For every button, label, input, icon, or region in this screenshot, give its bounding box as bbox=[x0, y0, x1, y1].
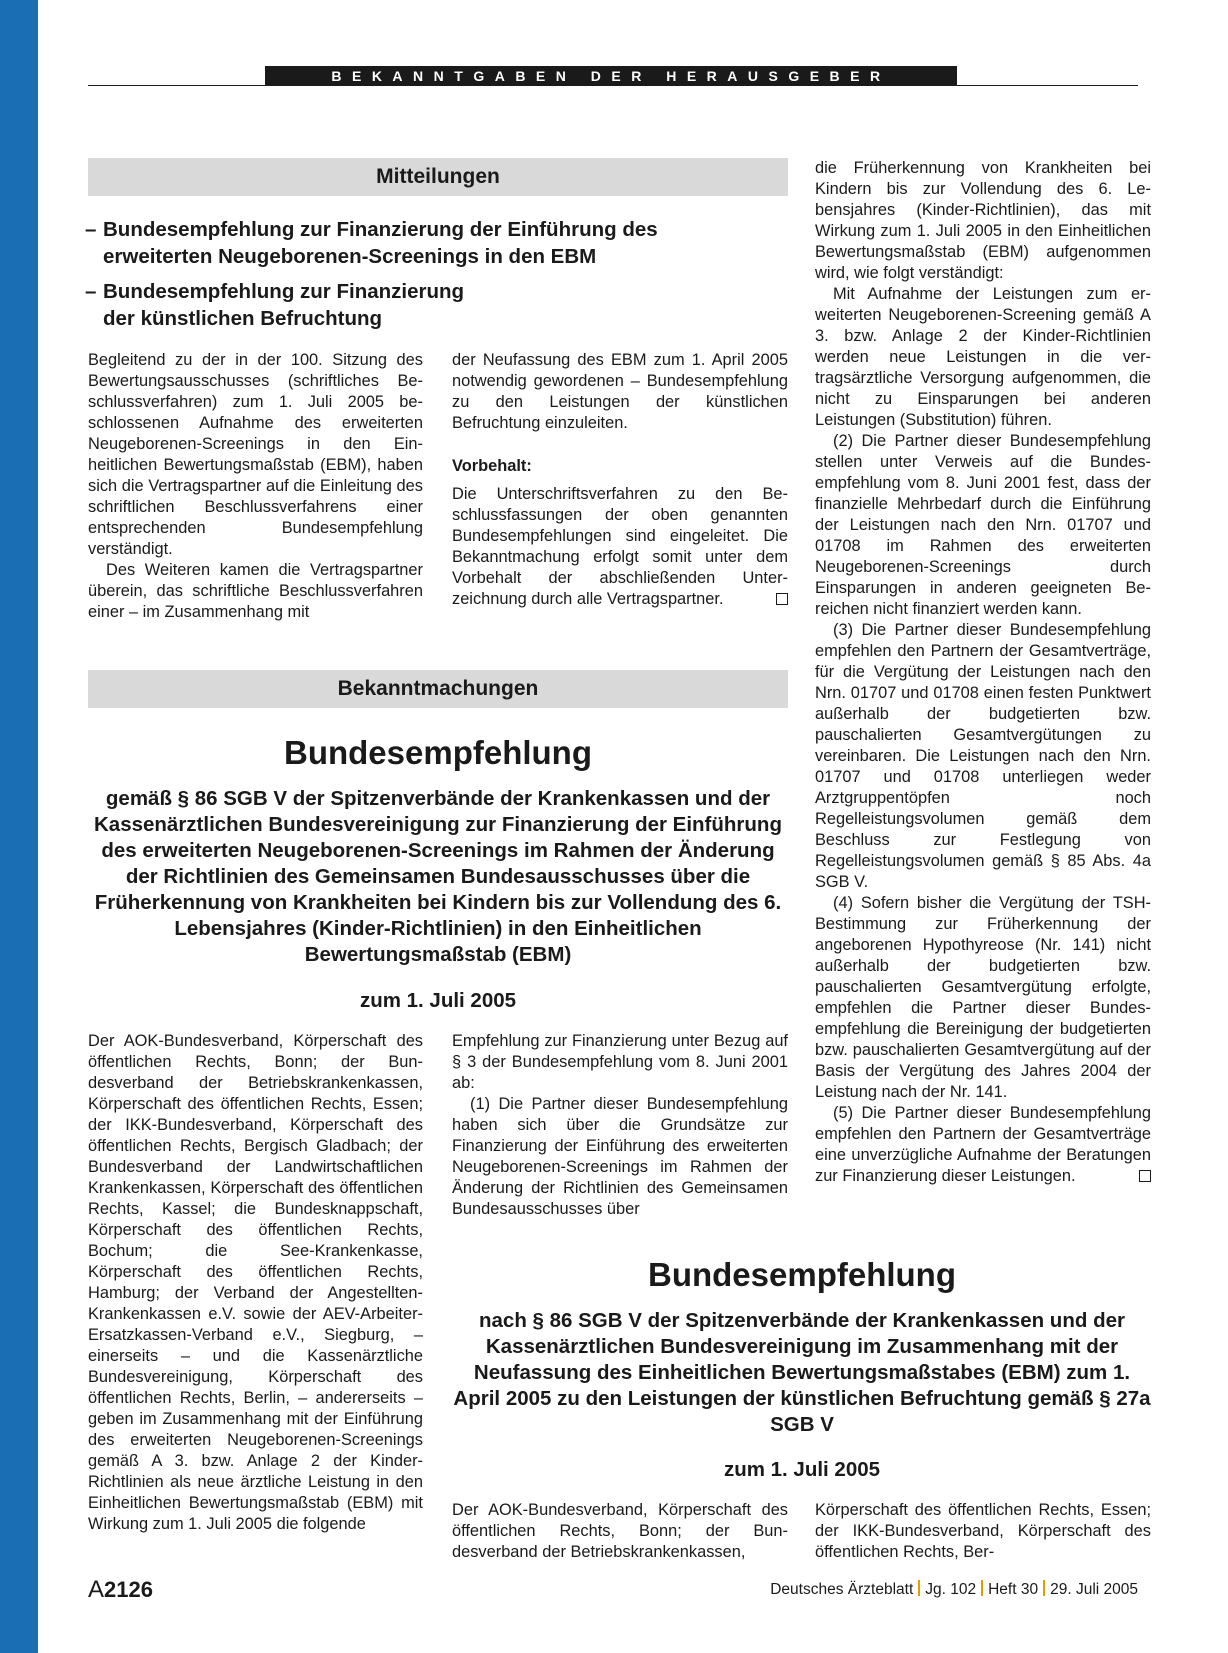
header-rule bbox=[88, 85, 1138, 86]
journal-volume: Jg. 102 bbox=[925, 1581, 977, 1598]
vorbehalt-heading: Vorbehalt: bbox=[452, 457, 532, 475]
empfehlung2-subtitle: nach § 86 SGB V der Spitzenverbände der Krankenkassen und der Kassenärztlichen Bundesvereinigung im Zusammenhang mit der Neufassung des Einheitlichen Bewertungsmaßstabes (EBM) zum 1. April 2005 zu den Leistungen der künstlichen Befruchtung gemäß § 27a SGB V bbox=[453, 1309, 1151, 1436]
mitteilungen-paragraph bbox=[452, 484, 788, 610]
empfehlung1-paragraph: die Früherkennung von Krankheiten bei Kindern bis zur Vollendung des 6. Lebensjahres (Kinder-Richtlinien), das mit Wirkung zum 1. Juli 2005 in den Einheitlichen Bewertungsmaßstab (EBM) aufgenommen wird, wie folgt verständigt: bbox=[815, 159, 1151, 282]
empfehlung1-col-1 bbox=[88, 1031, 423, 1535]
empfehlung1-paragraph: (2) Die Partner dieser Bundesempfehlung stellen unter Verweis auf die Bundesempfehlung vom 8. Juni 2001 fest, dass der finanzielle Mehrbedarf durch die Einführung der Leistungen nach den Nrn. 01707 und 01708 im Rahmen des erweiterten Neugeborenen-Screenings durch Einsparungen in anderen geeigneten Bereichen nicht finanziert werden kann. bbox=[815, 432, 1151, 618]
page-letter: A bbox=[88, 1576, 105, 1603]
empfehlung2-col-1 bbox=[452, 1500, 788, 1563]
empfehlung1-paragraph: Mit Aufnahme der Leistungen zum erweiterten Neugeborenen-Screening gemäß A 3. bzw. Anlage 2 der Kinder-Richtlinien werden neue Leistungen in die vertragsärztliche Versorgung aufgenommen, die nicht zu Einsparungen bei anderen Leistungen (Substitution) führen. bbox=[815, 285, 1151, 429]
empfehlung1-final-text: (5) Die Partner dieser Bundesempfehlung empfehlen den Partnern der Gesamtverträge eine unverzügliche Aufnahme der Beratungen zur Finanzierung dieser Leistungen. bbox=[815, 1104, 1151, 1185]
section-header-band: BEKANNTGABEN DER HERAUSGEBER bbox=[265, 66, 957, 86]
mitteilungen-paragraph: der Neufassung des EBM zum 1. April 2005 notwendig gewordenen – Bundesempfehlung zu den Leistungen der künstlichen Befruchtung einzuleiten. bbox=[452, 351, 788, 432]
bekanntmachungen-label: Bekanntmachungen bbox=[337, 677, 539, 700]
mitteilungen-list bbox=[88, 216, 778, 340]
footer-separator bbox=[981, 1580, 983, 1596]
end-of-article-icon bbox=[1139, 1170, 1151, 1182]
page-number-value: 2126 bbox=[104, 1577, 153, 1602]
footer-separator bbox=[1043, 1580, 1045, 1596]
empfehlung2-paragraph: Körperschaft des öffentlichen Rechts, Essen; der IKK-Bundesverband, Körperschaft des öffentlichen Rechts, Ber- bbox=[815, 1501, 1151, 1561]
empfehlung1-paragraph bbox=[815, 1103, 1151, 1187]
mitteilungen-paragraph: Begleitend zu der in der 100. Sitzung des Bewertungsausschusses (schriftliches Beschlussverfahren) zum 1. Juli 2005 beschlossenen Aufnahme des erweiterten Neugeborenen-Screenings in den Einheitlichen Bewertungsmaßstab (EBM), haben sich die Vertragspartner auf die Einleitung des schriftlichen Beschlussverfahrens einer entsprechenden Bundesempfehlung verständigt. bbox=[88, 351, 423, 558]
mitteilungen-section-bar bbox=[88, 158, 788, 196]
side-color-bar bbox=[0, 0, 38, 1653]
empfehlung2-col-2 bbox=[815, 1500, 1151, 1563]
journal-date: 29. Juli 2005 bbox=[1050, 1581, 1138, 1598]
empfehlung2-title: Bundesempfehlung bbox=[647, 1256, 956, 1293]
mitteilungen-paragraph: Des Weiteren kamen die Vertragspartner überein, das schriftliche Beschlussverfahren einer – im Zusammenhang mit bbox=[88, 561, 423, 621]
empfehlung2-paragraph: Der AOK-Bundesverband, Körperschaft des öffentlichen Rechts, Bonn; der Bundesverband der Betriebskrankenkassen, bbox=[452, 1501, 788, 1561]
page-number bbox=[88, 1576, 153, 1604]
empfehlung1-col-3 bbox=[815, 158, 1151, 1187]
empfehlung1-title: Bundesempfehlung bbox=[283, 734, 592, 771]
empfehlung1-paragraph: (3) Die Partner dieser Bundesempfehlung empfehlen den Partnern der Gesamtverträge, für die Vergütung der Leistungen nach den Nrn. 01707 und 01708 einen festen Punktwert außerhalb der budgetierten bzw. pauschalierten Gesamtvergütungen zu vereinbaren. Die Leistungen nach den Nrn. 01707 und 01708 unterliegen weder Arztgruppentöpfen noch Regelleistungsvolumen gemäß dem Beschluss zur Festlegung von Regelleistungsvolumen gemäß § 85 Abs. 4a SGB V. bbox=[815, 621, 1151, 891]
journal-issue: Heft 30 bbox=[988, 1581, 1039, 1598]
empfehlung1-paragraph: Der AOK-Bundesverband, Körperschaft des öffentlichen Rechts, Bonn; der Bundesverband der Betriebskrankenkassen, Körperschaft des öffentlichen Rechts, Essen; der IKK-Bundesverband, Körperschaft des öffentlichen Rechts, Bergisch Gladbach; der Bundesverband der Landwirtschaftlichen Krankenkassen, Körperschaft des öffentlichen Rechts, Kassel; die Bundesknappschaft, Körperschaft des öffentlichen Rechts, Bochum; die See-Krankenkasse, Körperschaft des öffentlichen Rechts, Hamburg; der Verband der Angestellten-Krankenkassen e.V. sowie der AEV-Arbeiter-Ersatzkassen-Verband e.V., Siegburg, – einerseits – und die Kassenärztliche Bundesvereinigung, Körperschaft des öffentlichen Rechts, Berlin, – andererseits – geben im Zusammenhang mit der Einführung des erweiterten Neugeborenen-Screenings gemäß A 3. bzw. Anlage 2 der Kinder-Richtlinien als neue ärztliche Leistung in den Einheitlichen Bewertungsmaßstab (EBM) mit Wirkung zum 1. Juli 2005 die folgende bbox=[88, 1032, 423, 1533]
end-of-article-icon bbox=[776, 593, 788, 605]
vorbehalt-text: Die Unterschriftsverfahren zu den Beschlussfassungen der oben genannten Bundesempfehlungen sind eingeleitet. Die Bekanntmachung erfolgt somit unter dem Vorbehalt der abschließenden Unterzeichnung durch alle Vertragspartner. bbox=[452, 485, 788, 608]
mitteilungen-item-2: – Bundesempfehlung zur Finanzierung der künstlichen Befruchtung bbox=[88, 278, 483, 332]
empfehlung1-subtitle: gemäß § 86 SGB V der Spitzenverbände der Krankenkassen und der Kassenärztlichen Bundesvereinigung zur Finanzierung der Einführung des erweiterten Neugeborenen-Screenings im Rahmen der Änderung der Richtlinien des Gemeinsamen Bundesausschusses über die Früherkennung von Krankheiten bei Kindern bis zur Vollendung des 6. Lebensjahres (Kinder-Richtlinien) in den Einheitlichen Bewertungsmaßstab (EBM) bbox=[94, 787, 782, 966]
mitteilungen-col-2 bbox=[452, 350, 788, 610]
empfehlung1-date: zum 1. Juli 2005 bbox=[359, 989, 517, 1012]
empfehlung1-paragraph: (1) Die Partner dieser Bundesempfehlung haben sich über die Grundsätze zur Finanzierung der Einführung des erweiterten Neugeborenen-Screenings im Rahmen der Änderung der Richtlinien des Gemeinsamen Bundesausschusses über bbox=[452, 1095, 788, 1218]
empfehlung1-paragraph: (4) Sofern bisher die Vergütung der TSH-Bestimmung zur Früherkennung der angeborenen Hypothyreose (Nr. 141) nicht außerhalb der budgetierten bzw. pauschalierten Gesamtvergütung erfolgte, empfehlen die Partner dieser Bundesempfehlung die Bereinigung der budgetierten bzw. pauschalierten Gesamtvergütung auf der Basis der Vergütung des Jahres 2004 der Leistung nach der Nr. 141. bbox=[815, 894, 1151, 1101]
mitteilungen-col-1 bbox=[88, 350, 423, 623]
mitteilungen-item-1: – Bundesempfehlung zur Finanzierung der Einführung des erweiterten Neugeborenen-Screenings in den EBM bbox=[88, 216, 663, 270]
bekanntmachungen-section-bar bbox=[88, 670, 788, 708]
mitteilungen-label: Mitteilungen bbox=[376, 165, 500, 188]
footer-separator bbox=[918, 1580, 920, 1596]
journal-name: Deutsches Ärzteblatt bbox=[770, 1581, 914, 1598]
journal-info bbox=[770, 1580, 1138, 1599]
empfehlung1-paragraph: Empfehlung zur Finanzierung unter Bezug auf § 3 der Bundesempfehlung vom 8. Juni 2001 ab: bbox=[452, 1032, 788, 1092]
empfehlung1-col-2 bbox=[452, 1031, 788, 1220]
empfehlung2-date: zum 1. Juli 2005 bbox=[723, 1458, 881, 1481]
